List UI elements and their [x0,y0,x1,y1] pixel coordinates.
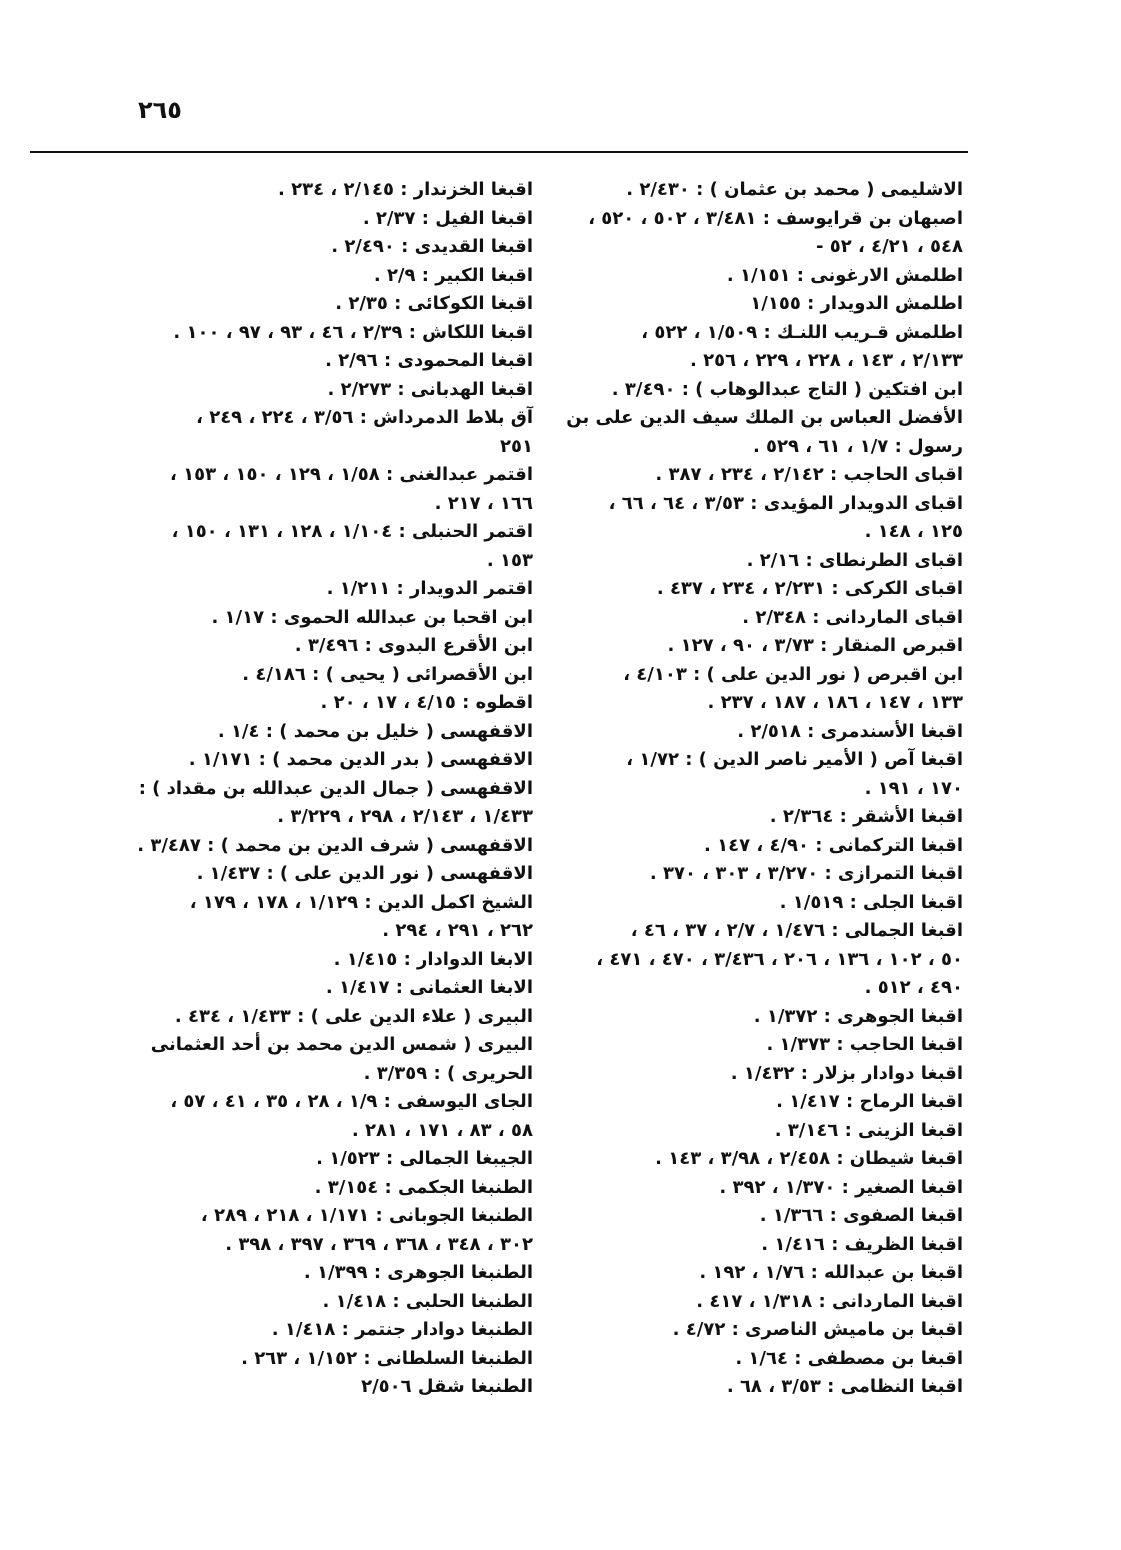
index-entry-line: اصبهان بن قرايوسف : ٣/٤٨١ ، ٥٠٢ ، ٥٢٠ ، [588,207,963,229]
index-entry-line: اقبغا الماردانى : ١/٣١٨ ، ٤١٧ . [696,1290,963,1312]
index-entry-line: ٥٤٨ ، ٤/٢١ ، ٥٢ - [816,236,963,257]
index-entry-line: الحريرى ) : ٣/٣٥٩ . [363,1062,533,1084]
index-entry-line: اقبغا بن مصطفى : ١/٦٤ . [735,1347,963,1369]
index-entry-line: الشيخ اكمل الدين : ١/١٢٩ ، ١٧٨ ، ١٧٩ ، [189,891,533,913]
index-entry-line: اقبغا الجلى : ١/٥١٩ . [779,891,963,913]
index-entry-line: الجيبغا الجمالى : ١/٥٢٣ . [316,1148,533,1169]
index-entry-line: اقبغا شيطان : ٢/٤٥٨ ، ٣/٩٨ ، ١٤٣ . [655,1148,963,1169]
index-entry-line: اقباى الحاجب : ٢/١٤٢ ، ٢٣٤ ، ٣٨٧ . [655,464,963,485]
index-entry-line: اقبغا الجمالى : ١/٤٧٦ ، ٢/٧ ، ٣٧ ، ٤٦ ، [630,920,963,941]
index-entry-line: اقبغا الجوهرى : ١/٣٧٢ . [753,1005,963,1027]
index-entry-line: ابن الأقرع البدوى : ٣/٤٩٦ . [294,635,533,656]
index-entry-line: ٤٩٠ ، ٥١٢ . [864,977,963,998]
index-entry-line: ١٧٠ ، ١٩١ . [864,777,963,799]
index-entry-line: ١/٤٣٣ ، ٢/١٤٣ ، ٢٩٨ ، ٣/٢٢٩ . [277,806,533,827]
index-entry-line: اقبغا الهدبانى : ٢/٢٧٣ . [327,378,533,400]
index-entry-line: الجاى اليوسفى : ١/٩ ، ٢٨ ، ٣٥ ، ٤١ ، ٥٧ ، [170,1091,533,1112]
index-entry-line: الطنبغا الجكمى : ٣/١٥٤ . [314,1176,533,1198]
index-entry-line: اقبرص المنقار : ٣/٧٣ ، ٩٠ ، ١٢٧ . [667,635,963,656]
index-entry-line: اقتمر الحنبلى : ١/١٠٤ ، ١٢٨ ، ١٣١ ، ١٥٠ ، [171,521,533,542]
index-entry-line: آق بلاط الدمرداش : ٣/٥٦ ، ٢٢٤ ، ٢٤٩ ، [196,407,533,428]
index-entry-line: الطنبغا الجوهرى : ١/٣٩٩ . [303,1262,533,1283]
index-entry-line: اقباى الدويدار المؤيدى : ٣/٥٣ ، ٦٤ ، ٦٦ ، [608,492,963,514]
index-entry-line: الابغا الدوادار : ١/٤١٥ . [333,948,533,970]
index-entry-line: اقبغا التركمانى : ٤/٩٠ ، ١٤٧ . [704,834,963,856]
index-entry-line: اقبغا الكبير : ٢/٩ . [373,264,533,286]
index-column-left [98,176,533,1402]
index-entry-line: الاقفهسى ( شرف الدين بن محمد ) : ٣/٤٨٧ . [137,834,533,856]
index-entry-line: الاقفهسى ( خليل بن محمد ) : ١/٤ . [217,720,533,742]
index-entry-line: اقبغا الظريف : ١/٤١٦ . [761,1233,963,1255]
index-entry-line: ٢/١٣٣ ، ١٤٣ ، ٢٢٨ ، ٢٢٩ ، ٢٥٦ . [689,350,963,371]
index-entry-line: اقبغا الرماح : ١/٤١٧ . [776,1091,963,1112]
index-entry-line: اطلمش الارغونى : ١/١٥١ . [726,264,963,286]
index-entry-line: ١٢٥ ، ١٤٨ . [864,521,963,542]
index-entry-line: ابن افتكين ( التاج عبدالوهاب ) : ٣/٤٩٠ . [611,378,963,400]
index-entry-line: اقبغا التمرازى : ٣/٢٧٠ ، ٣٠٣ ، ٣٧٠ . [649,863,963,884]
index-entry-line: اقبغا الحاجب : ١/٣٧٣ . [766,1034,963,1055]
index-column-right [543,176,963,1402]
index-entry-line: اقبغا المحمودى : ٢/٩٦ . [325,350,533,371]
index-entry-line: ١٥٣ . [486,549,533,571]
index-entry-line: اقبغا الفيل : ٢/٣٧ . [362,207,533,229]
index-entry-line: اقبغا بن ماميش الناصرى : ٤/٧٢ . [672,1319,963,1340]
index-entry-line: ١٦٦ ، ٢١٧ . [434,492,533,514]
index-entry-line: اقبغا الصغير : ١/٣٧٠ ، ٣٩٢ . [719,1176,963,1198]
index-entry-line: ١٣٣ ، ١٤٧ ، ١٨٦ ، ١٨٧ ، ٢٣٧ . [707,692,963,713]
index-entry-line: الاشليمى ( محمد بن عثمان ) : ٢/٤٣٠ . [626,179,963,200]
index-entry-line: اقبغا آص ( الأمير ناصر الدين ) : ١/٧٢ ، [626,749,963,770]
index-entry-line: الابغا العثمانى : ١/٤١٧ . [325,977,533,998]
index-entry-line: الطنبغا شقل ٢/٥٠٦ [361,1376,533,1397]
index-entry-line: اقبغا اللكاش : ٢/٣٩ ، ٤٦ ، ٩٣ ، ٩٧ ، ١٠٠ . [173,321,533,343]
index-entry-line: الطنبغا دوادار جنتمر : ١/٤١٨ . [271,1319,533,1340]
index-entry-line: اقتمر الدويدار : ١/٢١١ . [326,578,533,599]
index-entry-line: البيرى ( شمس الدين محمد بن أحد العثمانى [150,1034,533,1055]
index-entry-line: الطنبغا الجوبانى : ١/١٧١ ، ٢١٨ ، ٢٨٩ ، [200,1205,533,1226]
index-entry-line: الاقفهسى ( بدر الدين محمد ) : ١/١٧١ . [188,749,533,770]
index-entry-line: ابن اقبرص ( نور الدين على ) : ٤/١٠٣ ، [623,663,963,685]
index-entry-line: ٣٠٢ ، ٣٤٨ ، ٣٦٨ ، ٣٦٩ ، ٣٩٧ ، ٣٩٨ . [225,1233,533,1255]
index-entry-line: ابن الأقصرائى ( يحيى ) : ٤/١٨٦ . [242,663,533,685]
index-entry-line: اقبغا الكوكائى : ٢/٣٥ . [335,293,533,314]
index-entry-line: الطنبغا الحلبى : ١/٤١٨ . [322,1290,533,1312]
index-entry-line: اقتمر عبدالغنى : ١/٥٨ ، ١٢٩ ، ١٥٠ ، ١٥٣ ، [170,464,533,485]
index-entry-line: ٥٨ ، ٨٣ ، ١٧١ ، ٢٨١ . [351,1119,533,1141]
index-entry-line: اطلمش الدويدار : ١/١٥٥ [750,293,963,314]
header-rule [30,151,968,153]
index-entry-line: الطنبغا السلطانى : ١/١٥٢ ، ٢٦٣ . [241,1347,533,1369]
index-entry-line: البيرى ( علاء الدين على ) : ١/٤٣٣ ، ٤٣٤ . [174,1005,533,1027]
index-entry-line: رسول : ١/٧ ، ٦١ ، ٥٢٩ . [752,435,963,457]
index-entry-line: اقبغا الأسندمرى : ٢/٥١٨ . [737,720,963,742]
index-entry-line: الاقفهسى ( نور الدين على ) : ١/٤٣٧ . [196,863,533,884]
index-entry-line: ٥٠ ، ١٠٢ ، ١٣٦ ، ٢٠٦ ، ٣/٤٣٦ ، ٤٧٠ ، ٤٧١ ، [596,948,963,970]
index-entry-line: ٢٦٢ ، ٢٩١ ، ٢٩٤ . [382,920,533,941]
index-entry-line: اقطوه : ٤/١٥ ، ١٧ ، ٢٠ . [320,692,533,713]
index-entry-line: اقبغا الخزندار : ٢/١٤٥ ، ٢٣٤ . [278,179,533,200]
index-entry-line: اقبغا الصفوى : ١/٣٦٦ . [759,1205,963,1226]
index-entry-line: اقبغا النظامى : ٣/٥٣ ، ٦٨ . [726,1376,963,1397]
index-entry-line: اقباى الطرنطاى : ٢/١٦ . [746,549,963,571]
index-entry-line: اقبغا بن عبدالله : ١/٧٦ ، ١٩٢ . [699,1262,963,1283]
index-entry-line: الاقفهسى ( جمال الدين عبدالله بن مقداد ) : [138,777,533,799]
index-entry-line: اقبغا دوادار بزلار : ١/٤٣٢ . [730,1062,963,1084]
index-entry-line: اقبغا القديدى : ٢/٤٩٠ . [331,236,533,257]
index-entry-line: اقباى الكركى : ٢/٢٣١ ، ٢٣٤ ، ٤٣٧ . [656,578,963,599]
index-entry-line: اقبغا الأشقر : ٢/٣٦٤ . [769,806,963,827]
page-number: ٢٦٥ [138,96,182,124]
index-entry-line: اقباى الماردانى : ٢/٣٤٨ . [742,606,963,628]
index-entry-line: اطلمش قـريب اللنـك : ١/٥٠٩ ، ٥٢٢ ، [641,321,963,343]
index-entry-line: اقبغا الزينى : ٣/١٤٦ . [774,1119,963,1141]
index-entry-line: ٢٥١ [500,435,533,457]
index-entry-line: ابن اقحبا بن عبدالله الحموى : ١/١٧ . [211,606,533,628]
index-entry-line: الأفضل العباس بن الملك سيف الدين على بن [566,407,963,428]
